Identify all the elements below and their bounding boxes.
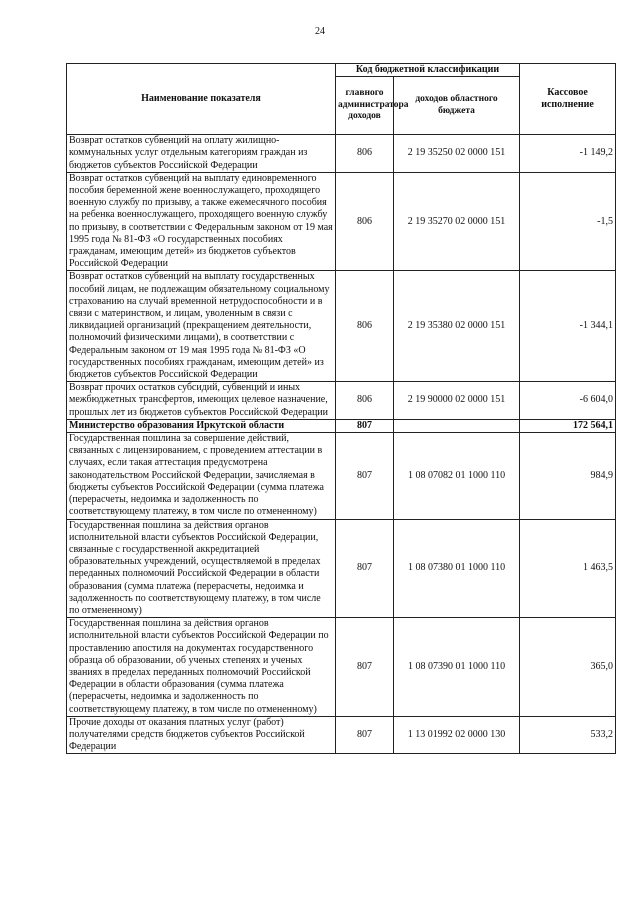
revenue-code-cell: 2 19 90000 02 0000 151 [394, 382, 520, 420]
admin-code-cell: 806 [336, 135, 394, 173]
indicator-name-cell: Государственная пошлина за действия органов исполнительной власти субъектов Российской Федерации, связанные с государственной аккредитацией образовательных учреждений, осуществляемой в пределах переданных полномочий Российской Федерации в области образования (сумма платежа (перерасчеты, недоимка и задолженность по соответствующему платежу, в том числе по отмененному) [67, 519, 336, 618]
indicator-name-cell: Возврат остатков субвенций на выплату единовременного пособия беременной жене военнослужащего, проходящего военную службу по призыву, а также ежемесячного пособия на ребенка военнослужащего, проходящего военную службу по призыву, в соответствии с Федеральным законом от 19 мая 1995 года № 81-ФЗ «О государственных пособиях гражданам, имеющим детей» из бюджетов субъектов Российской Федерации [67, 172, 336, 271]
indicator-name-cell: Возврат остатков субвенций на оплату жилищно-коммунальных услуг отдельным категориям граждан из бюджетов субъектов Российской Федерации [67, 135, 336, 173]
table-row [67, 519, 616, 618]
cash-amount-cell: 172 564,1 [520, 419, 616, 432]
admin-code-cell: 807 [336, 519, 394, 618]
page-number: 24 [315, 26, 325, 37]
cash-amount-cell: -6 604,0 [520, 382, 616, 420]
table-row [67, 433, 616, 519]
indicator-name-cell: Прочие доходы от оказания платных услуг (работ) получателями средств бюджетов субъектов Российской Федерации [67, 716, 336, 754]
cash-amount-cell: -1 149,2 [520, 135, 616, 173]
cash-amount-cell: 365,0 [520, 618, 616, 717]
indicator-name-cell: Государственная пошлина за совершение действий, связанных с лицензированием, с проведением аттестации в случаях, если такая аттестация предусмотрена законодательством Российской Федерации, зачисляемая в бюджеты субъектов Российской Федерации (сумма платежа (перерасчеты, недоимка и задолженность по соответствующему платежу, в том числе по отмененному) [67, 433, 336, 519]
admin-code-cell: 807 [336, 419, 394, 432]
table-row [67, 716, 616, 754]
header-admin-code: главного администратора доходов [336, 77, 394, 135]
cash-amount-cell: 1 463,5 [520, 519, 616, 618]
admin-code-cell: 807 [336, 433, 394, 519]
table-row [67, 419, 616, 432]
indicator-name-cell: Министерство образования Иркутской области [67, 419, 336, 432]
admin-code-cell: 807 [336, 618, 394, 717]
revenue-code-cell: 1 13 01992 02 0000 130 [394, 716, 520, 754]
admin-code-cell: 807 [336, 716, 394, 754]
cash-amount-cell: 533,2 [520, 716, 616, 754]
cash-amount-cell: 984,9 [520, 433, 616, 519]
cash-amount-cell: -1 344,1 [520, 271, 616, 382]
admin-code-cell: 806 [336, 271, 394, 382]
admin-code-cell: 806 [336, 172, 394, 271]
header-revenue-code: доходов областного бюджета [394, 77, 520, 135]
admin-code-cell: 806 [336, 382, 394, 420]
table-row [67, 618, 616, 717]
indicator-name-cell: Возврат прочих остатков субсидий, субвенций и иных межбюджетных трансфертов, имеющих целевое назначение, прошлых лет из бюджетов субъектов Российской Федерации [67, 382, 336, 420]
revenue-code-cell: 1 08 07082 01 1000 110 [394, 433, 520, 519]
header-code-group: Код бюджетной классификации [336, 64, 520, 77]
cash-amount-cell: -1,5 [520, 172, 616, 271]
indicator-name-cell: Возврат остатков субвенций на выплату государственных пособий лицам, не подлежащим обязательному социальному страхованию на случай временной нетрудоспособности и в связи с материнством, и лицам, уволенным в связи с ликвидацией организаций (прекращением деятельности, полномочий физическими лицами), в соответствии с Федеральным законом от 19 мая 1995 года № 81-ФЗ «О государственных пособиях гражданам, имеющим детей» из бюджетов субъектов Российской Федерации [67, 271, 336, 382]
revenue-code-cell: 2 19 35380 02 0000 151 [394, 271, 520, 382]
table-row [67, 382, 616, 420]
revenue-code-cell: 1 08 07390 01 1000 110 [394, 618, 520, 717]
indicator-name-cell: Государственная пошлина за действия органов исполнительной власти субъектов Российской Федерации по проставлению апостиля на документах государственного образца об образовании, об ученых степенях и ученых званиях в пределах переданных полномочий Российской Федерации в области образования (сумма платежа (перерасчеты, недоимка и задолженность по соответствующему платежу, в том числе по отмененному) [67, 618, 336, 717]
revenue-code-cell: 2 19 35250 02 0000 151 [394, 135, 520, 173]
header-cash-execution: Кассовое исполнение [520, 64, 616, 135]
table-row [67, 135, 616, 173]
revenue-code-cell: 1 08 07380 01 1000 110 [394, 519, 520, 618]
header-indicator-name: Наименование показателя [67, 64, 336, 135]
table-row [67, 172, 616, 271]
revenue-code-cell [394, 419, 520, 432]
budget-execution-table [66, 63, 616, 754]
table-body [67, 135, 616, 754]
revenue-code-cell: 2 19 35270 02 0000 151 [394, 172, 520, 271]
table-row [67, 271, 616, 382]
